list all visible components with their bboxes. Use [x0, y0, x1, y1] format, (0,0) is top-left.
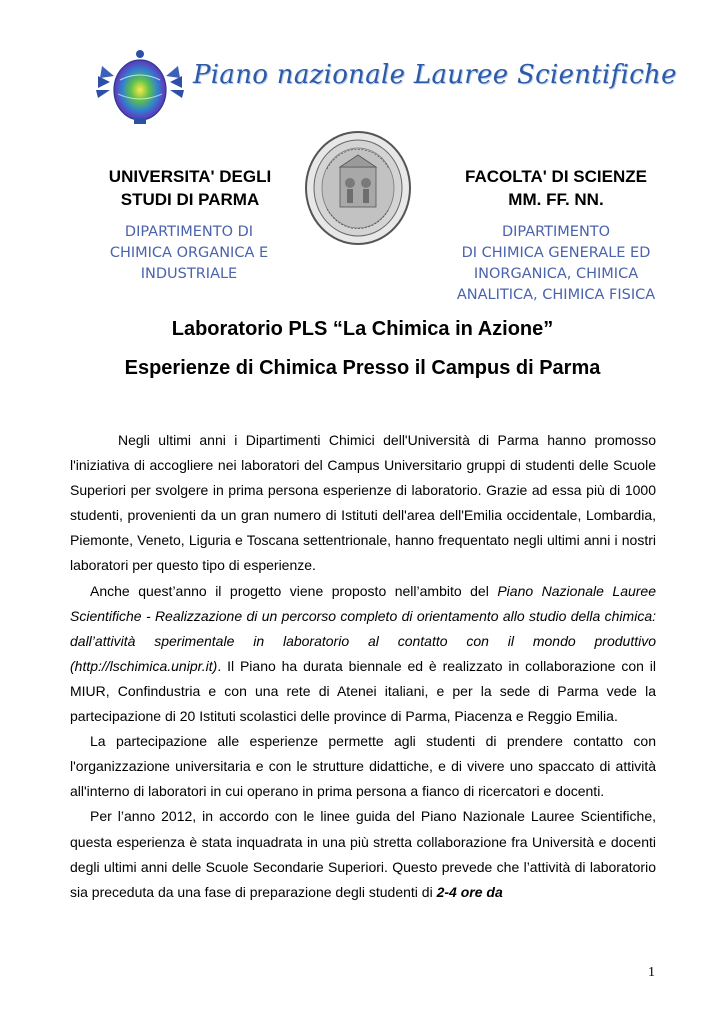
right-dept-line: INORGANICA, CHIMICA — [473, 266, 639, 282]
paragraph-4 — [70, 804, 656, 904]
paragraph-2 — [70, 579, 656, 730]
left-title-line: STUDI DI PARMA — [120, 190, 260, 209]
body-text — [70, 428, 656, 905]
paragraph-4-bold-italic: 2-4 ore da — [436, 883, 503, 900]
left-institution-title — [65, 165, 315, 211]
paragraph-2-text: . Il Piano ha durata biennale ed è realizzato in collaborazione con il MIUR, Confindustria e con una rete di Atenei italiani, e per la sede di Parma vede la partecipazione di 20 Istituti scolastici delle province di Parma, Piacenza e Reggio Emilia. — [70, 657, 656, 725]
right-title-line: MM. FF. NN. — [508, 190, 604, 209]
right-dept-line: DI CHIMICA GENERALE ED — [461, 245, 651, 261]
pls-logo — [90, 46, 190, 126]
right-dept-line: ANALITICA, CHIMICA FISICA — [456, 287, 656, 303]
right-dept-line: DIPARTIMENTO — [501, 224, 611, 240]
right-title-line: FACOLTA' DI SCIENZE — [465, 167, 647, 186]
banner-title: Piano nazionale Lauree Scientifiche — [193, 60, 677, 90]
paragraph-2-italic: Piano Nazionale Lauree Scientifiche - Realizzazione di un percorso completo di orientamento allo studio della chimica: dall’attività sperimentale in laboratorio al contatto con il mondo produttivo (http://lschimica.unipr.it) — [70, 582, 656, 674]
left-dept-line: DIPARTIMENTO DI — [124, 224, 254, 240]
right-institution-title — [425, 165, 687, 211]
paragraph-2-text: Anche quest’anno il progetto viene proposto nell’ambito del — [90, 582, 498, 599]
paragraph-3: La partecipazione alle esperienze permette agli studenti di prendere contatto con l'organizzazione universitaria e con le strutture didattiche, e di vivere uno spaccato di attività all'interno di laboratori in cui operano in prima persona a fianco di ricercatori e docenti. — [70, 733, 656, 800]
left-title-line: UNIVERSITA' DEGLI — [108, 167, 272, 186]
paragraph-1: Negli ultimi anni i Dipartimenti Chimici dell'Università di Parma hanno promosso l'iniziativa di accogliere nei laboratori del Campus Universitario gruppi di studenti delle Scuole Superiori per svolgere in prima persona esperienze di laboratorio. Grazie ad essa più di 1000 studenti, provenienti da un gran numero di Istituti dell'area dell'Emilia occidentale, Lombardia, Piemonte, Veneto, Liguria e Toscana settentrionale, hanno frequentato negli ultimi anni i nostri laboratori per questo tipo di esperienze. — [70, 432, 656, 574]
left-dept-line: CHIMICA ORGANICA E — [109, 245, 269, 261]
left-department — [78, 222, 300, 285]
university-seal — [303, 129, 413, 247]
lab-title: Laboratorio PLS “La Chimica in Azione” — [171, 318, 554, 340]
right-department — [420, 222, 692, 306]
paragraph-4-text: Per l’anno 2012, in accordo con le linee guida del Piano Nazionale Lauree Scientifiche, questa esperienza è stata inquadrata in una più stretta collaborazione fra Università e docenti degli ultimi anni delle Scuole Secondarie Superiori. Questo prevede che l’attività di laboratorio sia preceduta da una fase di preparazione degli studenti di — [70, 808, 656, 900]
subtitle: Esperienze di Chimica Presso il Campus di Parma — [124, 357, 601, 379]
left-dept-line: INDUSTRIALE — [140, 266, 238, 282]
page-number: 1 — [648, 965, 655, 980]
